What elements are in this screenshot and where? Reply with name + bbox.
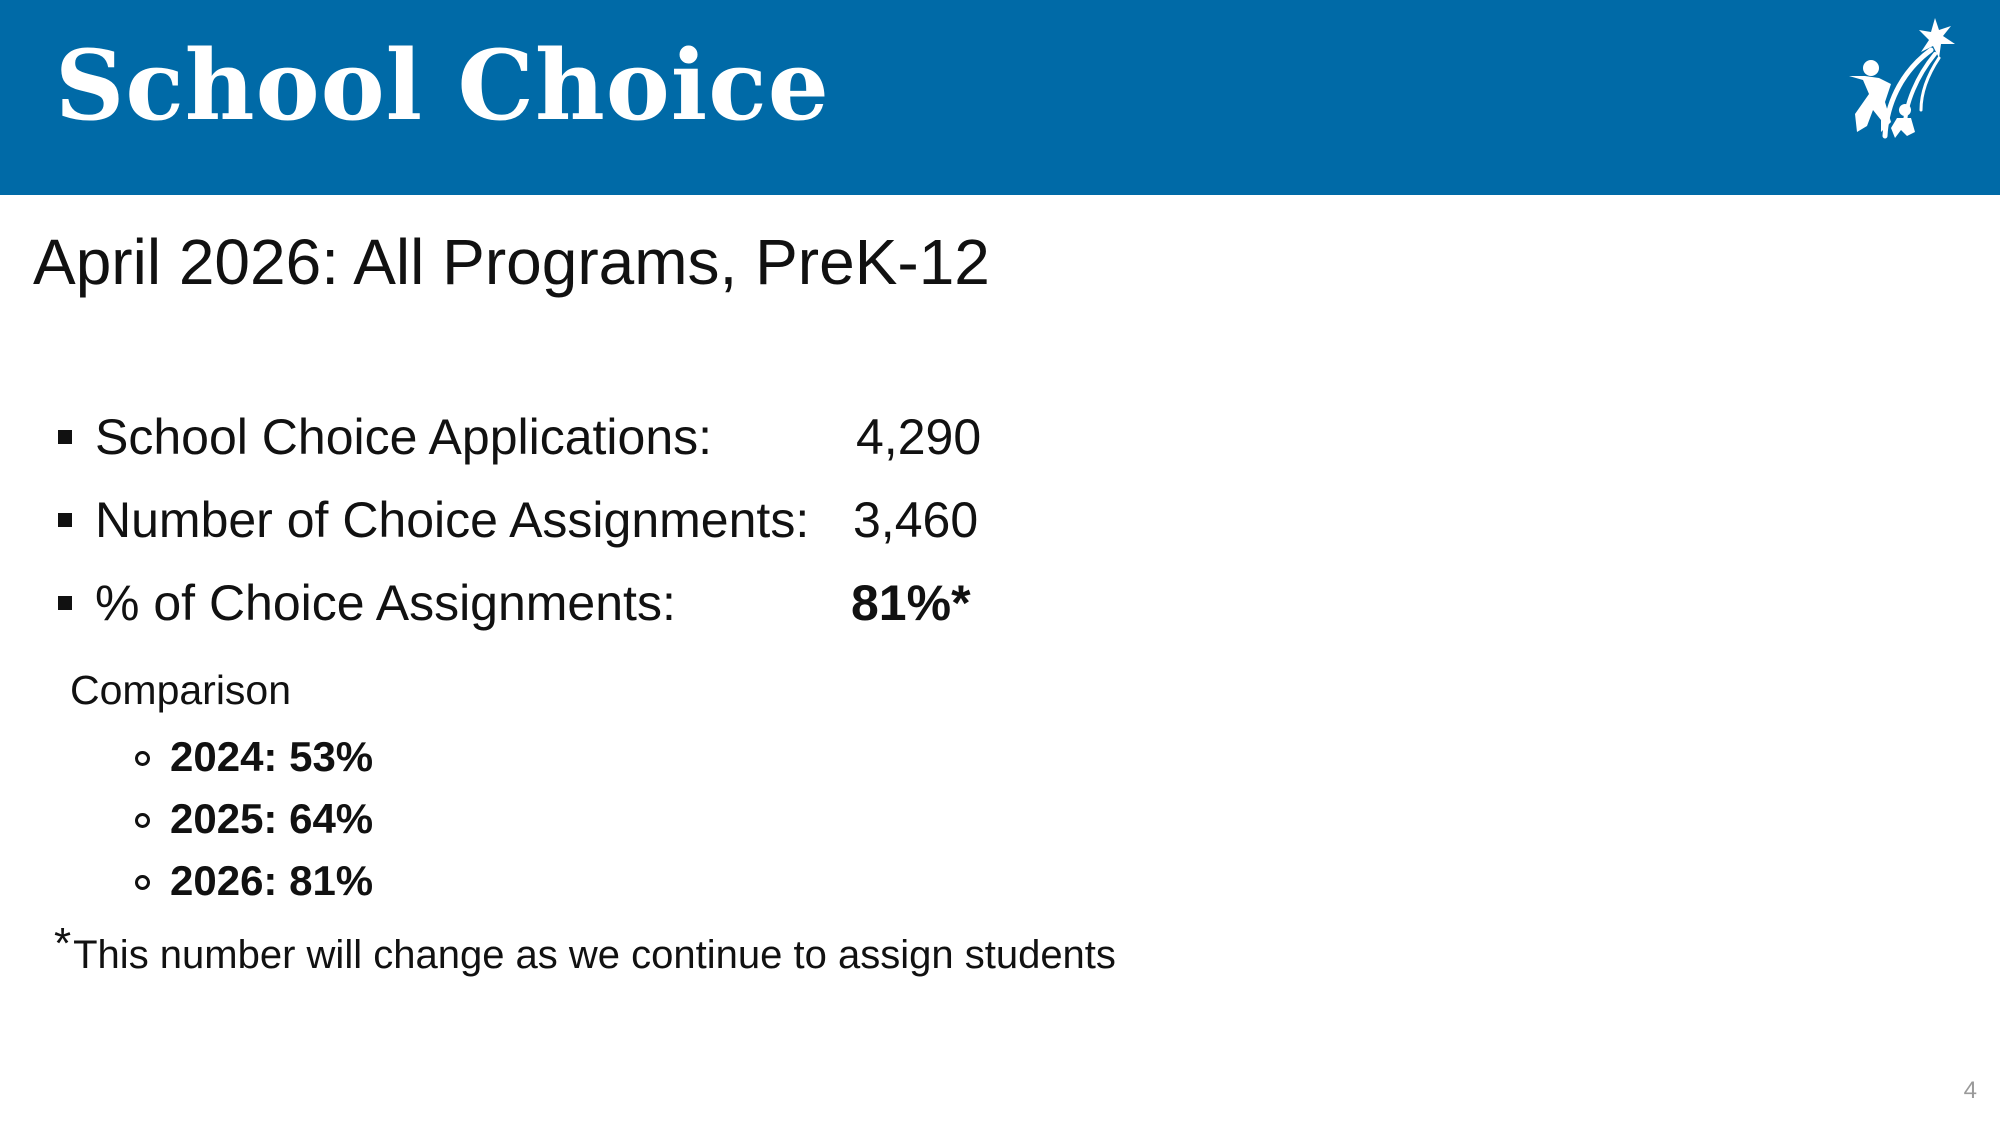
comparison-text: 2024: 53% xyxy=(170,733,374,780)
stat-value: 3,460 xyxy=(853,492,979,548)
comparison-heading: Comparison xyxy=(70,667,292,713)
circle-bullet-icon xyxy=(135,751,150,766)
shooting-star-children-logo-icon xyxy=(1835,14,1975,156)
square-bullet-icon xyxy=(58,596,72,610)
circle-bullet-icon xyxy=(135,875,150,890)
page-number: 4 xyxy=(1963,1077,1977,1104)
square-bullet-icon xyxy=(58,513,72,527)
footnote xyxy=(54,919,1116,983)
page-title: School Choice xyxy=(55,29,830,142)
square-bullet-icon xyxy=(58,430,72,444)
stat-label: % of Choice Assignments: xyxy=(95,575,676,631)
footnote-marker: * xyxy=(54,919,72,968)
stat-value: 4,290 xyxy=(856,409,982,465)
comparison-text: 2026: 81% xyxy=(170,857,374,904)
stat-row-percent-assignments xyxy=(58,568,1258,651)
comparison-text: 2025: 64% xyxy=(170,795,374,842)
stat-label: Number of Choice Assignments: xyxy=(95,492,810,548)
header-bar xyxy=(0,0,2000,195)
stat-label: School Choice Applications: xyxy=(95,409,713,465)
footnote-text: This number will change as we continue to assign students xyxy=(73,933,1116,977)
stats-list xyxy=(58,402,1258,651)
slide-subtitle: April 2026: All Programs, PreK-12 xyxy=(33,226,990,298)
circle-bullet-icon xyxy=(135,813,150,828)
stat-value: 81%* xyxy=(851,575,971,631)
stat-row-applications xyxy=(58,402,1258,485)
stat-row-assignments xyxy=(58,485,1258,568)
